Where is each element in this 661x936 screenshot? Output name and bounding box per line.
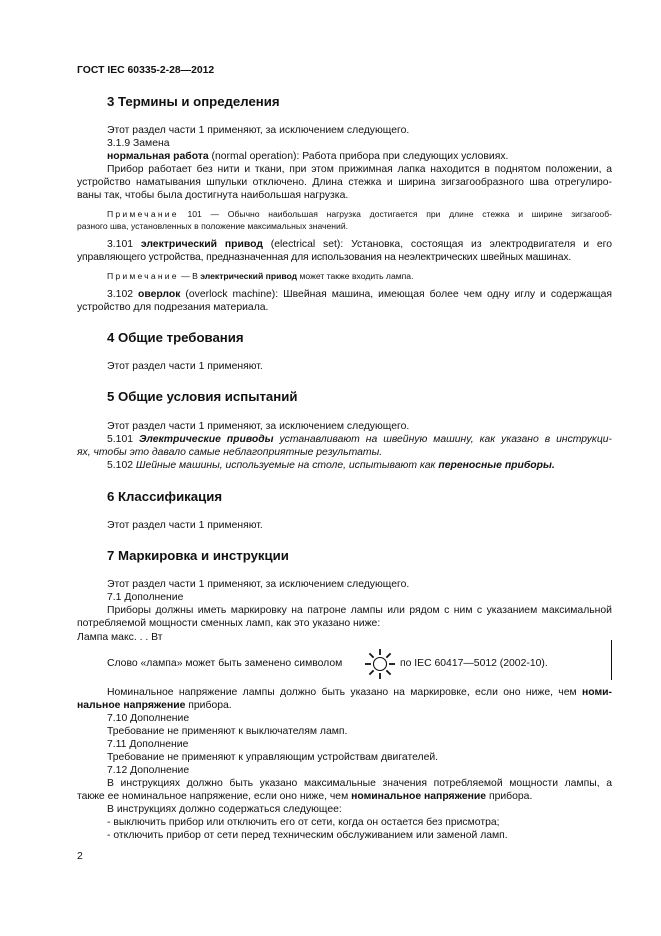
- s6-intro: Этот раздел части 1 применяют.: [107, 520, 263, 531]
- list-item: - выключить прибор или отключить его от сети, когда он остается без присмотра;: [107, 817, 500, 828]
- s3-note-electrical-set: Примечание — В электрический привод может также входить лампа.: [107, 271, 414, 281]
- page-number: 2: [77, 851, 83, 862]
- s7-p10: Требование не применяют к управляющим устройствам двигателей.: [107, 752, 439, 763]
- term-electrical-sets: Электрические приводы: [138, 434, 274, 445]
- s7-p13: В инструкциях должно содержаться следующее:: [107, 804, 342, 815]
- s7-intro: Этот раздел части 1 применяют, за исключением следующего.: [107, 579, 410, 590]
- lamp-symbol-icon: [364, 648, 396, 680]
- section-3-heading: 3 Термины и определения: [107, 94, 280, 109]
- s5-clause-5102: 5.102 Шейные машины, используемые на столе, испытывают как переносные приборы.: [107, 460, 555, 471]
- s7-p3-line1: Приборы должны иметь маркировку на патроне лампы или рядом с ним с указанием максимальной: [107, 605, 612, 616]
- s3-normal-operation: нормальная работа (normal operation): Работа прибора при следующих условиях.: [107, 151, 509, 162]
- s7-clause-710: 7.10 Дополнение: [107, 713, 190, 724]
- section-5-heading: 5 Общие условия испытаний: [107, 389, 298, 404]
- s3-def-3101: 3.101 электрический привод (electrical set): Установка, состоящая из электродвигателя и его: [107, 239, 612, 250]
- s5-clause-5101: 5.101 Электрические приводы устанавливают на швейную машину, как указано в инструкци-: [107, 434, 613, 445]
- term-portable-appliances: переносные приборы.: [438, 460, 555, 471]
- s3-intro: Этот раздел части 1 применяют, за исключением следующего.: [107, 125, 410, 136]
- s7-lamp-marking: Лампа макс. . . Вт: [77, 632, 163, 643]
- s7-p12-line1: В инструкциях должно быть указано максимальные значения потребляемой мощности лампы, а: [107, 778, 612, 789]
- s7-lamp-symbol-text: Слово «лампа» может быть заменено символом: [107, 658, 343, 669]
- s7-p3-line2: потребляемой мощности сменных ламп, как это указано ниже:: [77, 618, 381, 629]
- s3-def-3102-line2: устройство для подрезания материала.: [77, 302, 269, 313]
- list-item: - отключить прибор от сети перед техническим обслуживанием или заменой ламп.: [107, 830, 508, 841]
- term-overlock: оверлок: [137, 289, 181, 300]
- s3-clause-319: 3.1.9 Замена: [107, 138, 170, 149]
- s7-p6-line2: нальное напряжение прибора.: [77, 700, 232, 711]
- s3-def-3102: 3.102 оверлок (overlock machine): Швейная машина, имеющая более чем одну иглу и содержащая: [107, 289, 612, 300]
- change-bar: [611, 640, 612, 680]
- term-normal-operation: нормальная работа: [107, 151, 209, 162]
- term-rated-voltage: нальное напряжение: [77, 700, 186, 711]
- s3-p4-line2: устройство наматывания шпульки отключено. Длина стежка и ширина зигзагообразного шва отрегулиро-: [77, 177, 612, 188]
- s7-clause-71: 7.1 Дополнение: [107, 592, 184, 603]
- s7-clause-711: 7.11 Дополнение: [107, 739, 189, 750]
- s7-lamp-symbol-ref: по IEC 60417—5012 (2002-10).: [400, 658, 548, 669]
- term-electrical-set: электрический привод: [140, 239, 263, 250]
- s3-def-3101-line2: управляющего устройства, предназначенная для использования на неэлектрических швейных машинах.: [77, 252, 572, 263]
- s3-note-101: Примечание 101 — Обычно наибольшая нагрузка достигается при длине стежка и ширине зигзагооб-: [107, 209, 612, 219]
- document-header: ГОСТ IEC 60335-2-28—2012: [77, 65, 215, 76]
- s5-intro: Этот раздел части 1 применяют, за исключением следующего.: [107, 421, 410, 432]
- s3-note-101-line2: разного шва, установленных в положение максимальных значений.: [77, 221, 349, 231]
- s4-intro: Этот раздел части 1 применяют.: [107, 361, 263, 372]
- s5-clause-5101-line2: ях, чтобы это давало самые неблагоприятные результаты.: [77, 447, 383, 458]
- s7-p6-line1: Номинальное напряжение лампы должно быть указано на маркировке, если оно ниже, чем номи-: [107, 687, 612, 698]
- s3-p4-line3: ваны так, чтобы была достигнута наибольшая нагрузка.: [77, 190, 349, 201]
- s7-clause-712: 7.12 Дополнение: [107, 765, 190, 776]
- s7-p8: Требование не применяют к выключателям ламп.: [107, 726, 348, 737]
- s7-p12-line2: также ее номинальное напряжение, если оно ниже, чем номинальное напряжение прибора.: [77, 791, 533, 802]
- section-6-heading: 6 Классификация: [107, 489, 223, 504]
- section-7-heading: 7 Маркировка и инструкции: [107, 548, 289, 563]
- section-4-heading: 4 Общие требования: [107, 330, 244, 345]
- s3-p4-line1: Прибор работает без нити и ткани, при этом прижимная лапка находится в поднятом положении, а: [107, 164, 612, 175]
